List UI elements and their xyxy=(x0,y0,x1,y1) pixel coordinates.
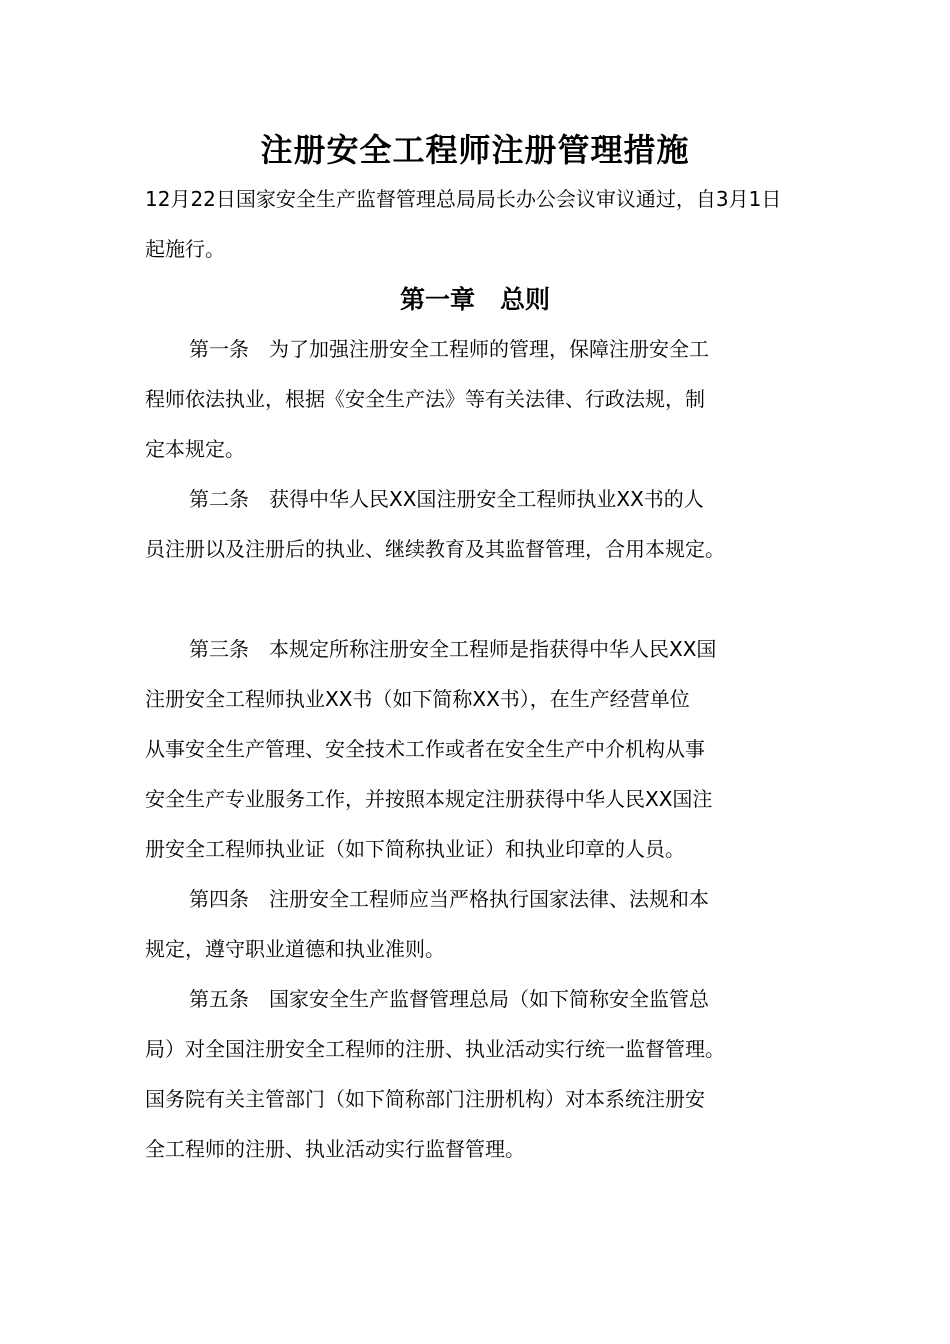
article-2-line-2: 员注册以及注册后的执业、继续教育及其监督管理，合用本规定。 xyxy=(145,537,725,561)
article-4-line-2: 规定，遵守职业道德和执业准则。 xyxy=(145,937,445,961)
article-2-line-1: 第二条 获得中华人民XX国注册安全工程师执业XX书的人 xyxy=(189,487,704,511)
article-3-line-5: 册安全工程师执业证（如下简称执业证）和执业印章的人员。 xyxy=(145,837,685,861)
article-5-line-3: 国务院有关主管部门（如下简称部门注册机构）对本系统注册安 xyxy=(145,1087,705,1111)
article-4-line-1: 第四条 注册安全工程师应当严格执行国家法律、法规和本 xyxy=(189,887,709,911)
article-5-line-1: 第五条 国家安全生产监督管理总局（如下简称安全监管总 xyxy=(189,987,709,1011)
article-3-line-1: 第三条 本规定所称注册安全工程师是指获得中华人民XX国 xyxy=(189,637,717,661)
article-1-line-2: 程师依法执业，根据《安全生产法》等有关法律、行政法规，制 xyxy=(145,387,705,411)
chapter-heading: 第一章 总则 xyxy=(399,285,550,314)
intro-line-2: 起施行。 xyxy=(145,237,225,261)
article-1-line-1: 第一条 为了加强注册安全工程师的管理，保障注册安全工 xyxy=(189,337,709,361)
article-3-line-2: 注册安全工程师执业XX书（如下简称XX书），在生产经营单位 xyxy=(145,687,690,711)
article-3-line-3: 从事安全生产管理、安全技术工作或者在安全生产中介机构从事 xyxy=(145,737,705,761)
intro-line-1: 12月22日国家安全生产监督管理总局局长办公会议审议通过，自3月1日 xyxy=(145,187,782,211)
article-1-line-3: 定本规定。 xyxy=(145,437,245,461)
article-5-line-2: 局）对全国注册安全工程师的注册、执业活动实行统一监督管理。 xyxy=(145,1037,725,1061)
article-5-line-4: 全工程师的注册、执业活动实行监督管理。 xyxy=(145,1137,525,1161)
document-title: 注册安全工程师注册管理措施 xyxy=(260,131,690,169)
article-3-line-4: 安全生产专业服务工作，并按照本规定注册获得中华人民XX国注 xyxy=(145,787,713,811)
